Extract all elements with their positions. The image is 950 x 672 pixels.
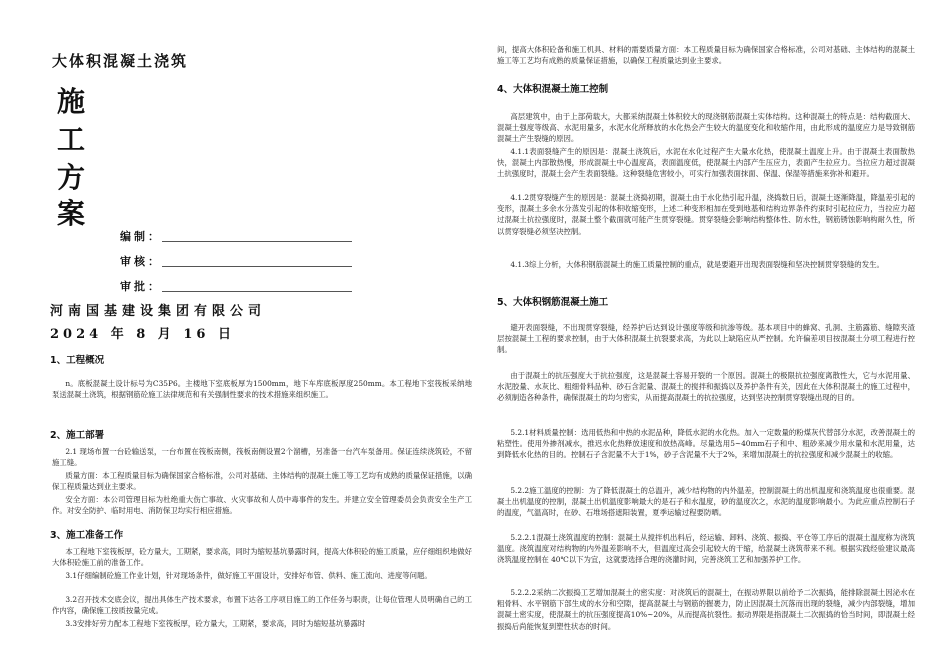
paragraph-5b: 由于混凝土的抗压强度大于抗拉强度，这是混凝土容易开裂的一个原因。混凝土的极限抗拉强度离散性大，它与水泥用量、水泥胶量、水灰比、粗细骨料品种、砂石含泥量、混凝土的搅拌和振捣以及养护条件有关，因此在大体积混凝土的施工过程中，必须制造各种条件，确保混凝土的均匀密实，从而提高混凝土的抗拉强度，达到坚决控制贯穿裂缝出现的目的。 <box>497 371 915 403</box>
sign-label-approve: 审批： <box>120 280 162 293</box>
sign-label-review: 审核： <box>120 255 162 268</box>
heading-4: 4、大体积混凝土施工控制 <box>497 84 609 95</box>
heading-5: 5、大体积钢筋混凝土施工 <box>497 297 609 308</box>
company-name: 河南国基建设集团有限公司 <box>50 304 267 319</box>
sign-line-review <box>162 265 352 267</box>
paragraph-r0: 间，提高大体积砼备和施工机具、材料的需要质量方面：本工程质量目标为确保国家合格标准，公司对基础、主体结构的混凝土施工等工艺均有成熟的质量保证措施，以确保工程质量达到业主要求。 <box>497 45 915 66</box>
sign-label-compile: 编制： <box>120 230 162 243</box>
document-date: 2024 年 8 月 16 日 <box>50 327 235 342</box>
paragraph-5d: 5.2.2施工温度的控制：为了降低混凝土的总温升，减少结构物的内外温差，控制混凝土的出机温度和浇筑温度也很重要。混凝土出机温度的控制，混凝土出机温度影响最大的是石子和水温度，砂的温度次之，水泥的温度影响最小。为此应重点控制石子的温度，气温高时，在砂、石堆场搭遮阳装置，夏季运输过程要防晒。 <box>497 486 915 518</box>
heading-3: 3、施工准备工作 <box>50 530 124 541</box>
sign-line-approve <box>162 290 352 292</box>
paragraph-2c: 安全方面：本公司管理目标为杜绝重大伤亡事故、火灾事故和人员中毒事件的发生。并建立安全管理委员会负责安全生产工作。对安全防护、临时用电、消防保卫均实行相应措施。 <box>52 495 472 516</box>
paragraph-5f: 5.2.2.2采纳二次振捣工艺增加混凝土的密实度：对浇筑后的混凝土，在振动界限以前给予二次振捣，能排除混凝土因泌水在粗骨料、水平钢筋下部生成的水分和空隙，提高混凝土与钢筋的握裹力，防止因混凝土沉落而出现的裂缝，减少内部裂缝，增加混凝土密实度，使混凝土的抗压强度提高10%~20%，从而提高抗裂性。振动界限是指混凝土二次振捣的恰当时间，即混凝土经振捣后尚能恢复到塑性状态的时间。 <box>497 588 915 631</box>
paragraph-5c: 5.2.1材料质量控制：选用低热和中热的水泥品种，降低水泥的水化热。加入一定数量的粉煤灰代替部分水泥，改善混凝土的粘塑性。使用外掺剂减水，推迟水化热释放速度和放热高峰。尽量选用5~40mm石子和中、粗砂来减少用水量和水泥用量，达到降低水化热的目的。控制石子含泥量不大于1%，砂子含泥量不大于2%，来增加混凝土的抗拉强度和减少混凝土的收缩。 <box>497 428 915 460</box>
paragraph-5e: 5.2.2.1混凝土浇筑温度的控制：混凝土从搅拌机出料后，经运输、卸料、浇筑、振捣、平仓等工序后的混凝土温度称为浇筑温度。浇筑温度对结构物的内外温差影响不大，但温度过高会引起较大的干缩，给混凝土浇筑带来不利。根据实践经验建议最高浇筑温度控制在 40℃以下为宜，这就要选择合理的浇灌时间，完善浇筑工艺和加强养护工作。 <box>497 533 915 565</box>
paragraph-4d: 4.1.3综上分析，大体积钢筋混凝土的施工质量控制的重点，就是要避开出现表面裂缝和坚决控制贯穿裂缝的发生。 <box>510 260 884 269</box>
document-title: 大体积混凝土浇筑 <box>52 52 189 70</box>
sign-line-compile <box>162 240 352 242</box>
paragraph-3d: 3.3安排好劳力配本工程地下室筏板厚，砼方量大，工期紧，要求高，同时为缩短基坑暴露时 <box>65 619 366 628</box>
paragraph-2a: 2.1 现场布置一台砼输送泵，一台布置在筏板南侧，筏板南侧设置2个溜槽，另准备一台汽车泵备用。保证连续浇筑砼，不留施工缝。 <box>52 447 472 468</box>
heading-2: 2、施工部署 <box>50 430 105 441</box>
big-title-char-3: 方 <box>57 161 86 194</box>
paragraph-1: n。底板混凝土设计标号为C35P6。主楼地下室底板厚为1500mm，地下车库底板厚度250mm。本工程地下室筏板采纳地泵送混凝土浇筑，根据钢筋砼施工法律规范和有关强制性要求的技术措施来组织施工。 <box>52 379 472 400</box>
paragraph-4a: 高层建筑中，由于上部荷载大，大都采纳混凝土体积较大的现浇钢筋混凝土实体结构。这种混凝土的特点是：结构截面大、混凝土强度等级高、水泥用量多，水泥水化所释放的水化热会产生较大的温度变化和收缩作用，由此形成的温度应力是导致钢筋混凝土产生裂缝的原因。 <box>497 112 915 144</box>
paragraph-3a: 本工程地下室筏板厚，砼方量大，工期紧，要求高，同时为缩短基坑暴露时间，提高大体积砼的施工质量，应仔细组织地做好大体积砼施工前的准备工作。 <box>52 547 472 568</box>
paragraph-4b: 4.1.1表面裂缝产生的原因是：混凝土浇筑后，水泥在水化过程产生大量水化热，使混凝土温度上升。由于混凝土表面散热快，混凝土内部散热慢，形成混凝土中心温度高，表面温度低，使混凝土内部产生压应力，表面产生拉应力。当拉应力超过混凝土抗强度时，混凝土会产生表面裂缝。这种裂缝危害较小，可实行加强表面抹面、保温、保湿等措施来弥补和避开。 <box>497 147 915 179</box>
big-title-char-1: 施 <box>57 85 86 118</box>
paragraph-4c: 4.1.2贯穿裂缝产生的原因是：混凝土浇捣初期，混凝土由于水化热引起升温，浇捣数日后，混凝土逐渐降温，降温差引起的变形，混凝土多余水分蒸发引起的体积收缩变形，上述二种变形相加在受到地基和结构边界条件约束时引起拉应力，当拉应力超过混凝土抗拉强度时，混凝土整个截面就可能产生贯穿裂缝。贯穿裂缝会影响结构整体性、防水性，钢筋锈蚀影响构耐久性，所以贯穿裂缝必须坚决控制。 <box>497 193 915 236</box>
big-title-char-4: 案 <box>57 197 86 230</box>
heading-1: 1、工程概况 <box>50 355 105 366</box>
paragraph-2b: 质量方面：本工程质量目标为确保国家合格标准，公司对基础、主体结构的混凝土施工等工艺均有成熟的质量保证措施，以确保工程质量达到业主要求。 <box>52 471 472 492</box>
paragraph-5a: 避开表面裂缝，不出现贯穿裂缝，经养护后达到设计强度等级和抗渗等级。基本项目中的蜂窝、孔洞、主筋露筋、缝隙夹渣层按混凝土工程的要求控制，由于大体积混凝土抗裂要求高，为此以上缺陷应从严控制。允许偏差项目按混凝土分项工程进行控制。 <box>497 323 915 355</box>
paragraph-3b: 3.1仔细编制砼施工作业计划，针对现场条件，做好施工平面设计，安排好布管、供料、施工流向、进度等问题。 <box>65 571 432 580</box>
paragraph-3c: 3.2召开技术交底会议，提出具体生产技术要求，布置下达各工序项目施工的工作任务与职责，让每位管理人员明确自己的工作内容，确保施工按质按量完成。 <box>52 595 472 616</box>
big-title-char-2: 工 <box>57 123 86 156</box>
